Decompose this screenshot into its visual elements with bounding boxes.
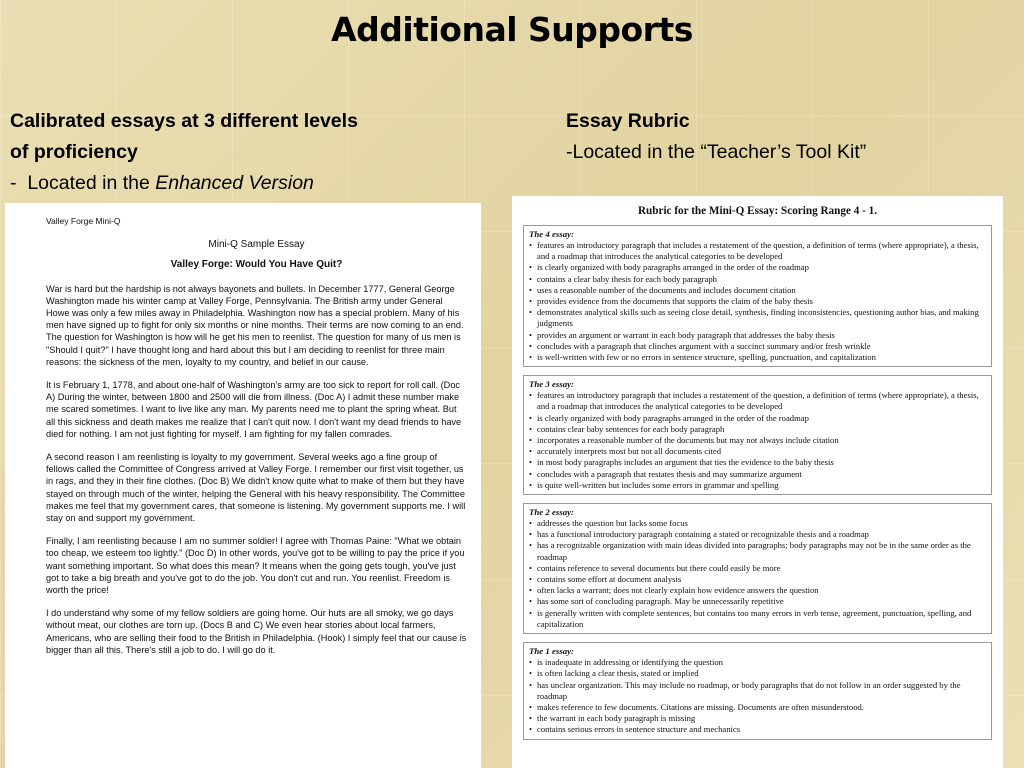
rubric-criterion: • has a functional introductory paragraph containing a stated or recognizable thesis and a roadmap	[529, 529, 986, 540]
rubric-criterion: • is well-written with few or no errors in sentence structure, spelling, punctuation, and capitalization	[529, 352, 986, 363]
rubric-criterion: • features an introductory paragraph that includes a restatement of the question, a definition of terms (where appropriate), a thesis, and a roadmap that introduces the analytical categories to be developed	[529, 390, 986, 412]
essay-paragraph: It is February 1, 1778, and about one-half of Washington's army are too sick to report for roll call. (Doc A) During the winter, between 1800 and 2500 will die from illness. (Doc A) I admit these number make me scared sometimes. I want to live like any man. My parents need me to plant the spring wheat. But all this sickness and death makes me realize that I can't quit now. I don't want my dead friends to have died for nothing. I am not just fighting for myself. I am fighting for my fallen comrades.	[46, 380, 462, 439]
rubric-criterion: • is clearly organized with body paragraphs arranged in the order of the roadmap	[529, 262, 986, 273]
rubric-criterion: • contains serious errors in sentence structure and mechanics	[529, 724, 986, 735]
rubric-criterion: • is quite well-written but includes some errors in grammar and spelling	[529, 480, 986, 491]
rubric-level-box	[523, 225, 992, 367]
right-heading	[566, 106, 1016, 168]
rubric-criterion: • is often lacking a clear thesis, stated or implied	[529, 668, 986, 679]
rubric-criterion: • provides an argument or warrant in each body paragraph that addresses the baby thesis	[529, 330, 986, 341]
rubric-criterion: • makes reference to few documents. Citations are missing. Documents are often misunderstood.	[529, 702, 986, 713]
rubric-criterion: • often lacks a warrant; does not clearly explain how evidence answers the question	[529, 585, 986, 596]
essay-paragraph: A second reason I am reenlisting is loyalty to my government. Several weeks ago a fine group of fellows called the Committee of Congress arrived at Valley Forge. I remember our first visit together, us in rags, and they in their fine clothes. (Doc B) We didn't know quite what to make of them but they have stayed on through much of the winter, helping the General with his heavy responsibility. The Committee makes me feel that my government cares, that someone is listening. My government supports me. I will stay on and support my government.	[46, 452, 466, 524]
left-heading-line3	[10, 168, 490, 199]
rubric-criteria-list	[529, 240, 986, 363]
rubric-criterion: • is inadequate in addressing or identifying the question	[529, 657, 986, 668]
rubric-criterion: • concludes with a paragraph that clinches argument with a succinct summary and/or fresh wrinkle	[529, 341, 986, 352]
rubric-title: Rubric for the Mini-Q Essay: Scoring Range 4 - 1.	[637, 205, 878, 217]
rubric-criterion: • concludes with a paragraph that restates thesis and may summarize argument	[529, 469, 986, 480]
rubric-criterion: • uses a reasonable number of the documents and includes document citation	[529, 285, 986, 296]
rubric-criterion: • incorporates a reasonable number of the documents but may not always include citation	[529, 435, 986, 446]
rubric-criterion: • contains reference to several documents but there could easily be more	[529, 563, 986, 574]
rubric-criterion: • has some sort of concluding paragraph. May be unnecessarily repetitive	[529, 596, 986, 607]
rubric-level-heading: The 4 essay:	[529, 229, 574, 239]
rubric-level-box	[523, 503, 992, 634]
right-heading-line2: -Located in the “Teacher’s Tool Kit”	[566, 141, 867, 163]
left-heading	[10, 106, 490, 199]
rubric-level-box	[523, 642, 992, 739]
enhanced-version-label: Enhanced Version	[155, 172, 314, 194]
right-heading-line1: Essay Rubric	[566, 110, 690, 132]
rubric-level-heading: The 1 essay:	[529, 646, 574, 657]
slide-title: Additional Supports	[331, 10, 693, 49]
rubric-levels	[523, 225, 992, 740]
left-heading-prefix: - Located in the	[10, 172, 156, 194]
essay-title: Valley Forge: Would You Have Quit?	[170, 259, 343, 271]
rubric-criterion: • is generally written with complete sentences, but contains too many errors in verb tense, agreement, punctuation, spelling, and capitalization	[529, 608, 986, 630]
rubric-level-heading: The 3 essay:	[529, 379, 574, 390]
essay-series-label: Valley Forge Mini-Q	[46, 216, 121, 226]
rubric-criterion: • the warrant in each body paragraph is missing	[529, 713, 986, 724]
rubric-criterion: • demonstrates analytical skills such as seeing close detail, synthesis, finding inconsistencies, questioning author bias, and making judgments	[529, 307, 986, 329]
rubric-criterion: • has a recognizable organization with main ideas divided into paragraphs; body paragraphs may not be in the same order as the roadmap	[529, 540, 986, 562]
rubric-criterion: • accurately interprets most but not all documents cited	[529, 446, 986, 457]
essay-subtitle: Mini-Q Sample Essay	[208, 239, 305, 251]
rubric-criterion: • contains a clear baby thesis for each body paragraph	[529, 274, 986, 285]
rubric-level-box	[523, 375, 992, 495]
rubric-criteria-list	[529, 390, 986, 491]
rubric-criteria-list	[529, 518, 986, 630]
rubric-criterion: • is clearly organized with body paragraphs arranged in the order of the roadmap	[529, 413, 986, 424]
rubric-image	[512, 196, 1003, 768]
rubric-criterion: • contains some effort at document analysis	[529, 574, 986, 585]
essay-paragraph: Finally, I am reenlisting because I am no summer soldier! I agree with Thomas Paine: "What we obtain too cheap, we esteem too lightly." (Doc D) In other words, you've got to be willing to pay the price if you want something important. So what does this mean? It means when the going gets tough, you've just got to take a big breath and you've got to do the job. You don't cut and run. You reenlist. Freedom is worth the price!	[46, 536, 465, 596]
essay-paragraph: War is hard but the hardship is not always bayonets and bullets. In December 1777, General George Washington made his winter camp at Valley Forge, Pennsylvania. The British army under General Howe was only a few miles away in Philadelphia. Washington now has a special problem. Many of his men have signed up to fight for only six months or nine months. Their terms are now coming to an end. The question for Washington is how will he get his men to reenlist. The question for many of us men is "Should I quit?" I have thought long and hard about this but I am deciding to reenlist for three main reasons: the sickness of the men, loyalty to my country, and belief in our cause.	[46, 283, 464, 367]
sample-essay-image	[5, 203, 481, 768]
essay-paragraph: I do understand why some of my fellow soldiers are going home. Our huts are all smoky, we go days without meat, our clothes are torn up. (Docs B and C) We even hear stories about local farmers, Americans, who are selling their food to the British in Philadelphia. (Hook) I simply feel that our cause is bigger than all this. There's still a job to do. I will go do it.	[46, 608, 467, 655]
rubric-criterion: • has unclear organization. This may include no roadmap, or body paragraphs that do not follow in an order suggested by the roadmap	[529, 680, 986, 702]
rubric-criterion: • features an introductory paragraph that includes a restatement of the question, a definition of terms (where appropriate), a thesis, and a roadmap that introduces the analytical categories to be developed	[529, 240, 986, 262]
rubric-criterion: • provides evidence from the documents that supports the claim of the baby thesis	[529, 296, 986, 307]
rubric-criterion: • addresses the question but lacks some focus	[529, 518, 986, 529]
rubric-criterion: • contains clear baby sentences for each body paragraph	[529, 424, 986, 435]
rubric-criterion: • in most body paragraphs includes an argument that ties the evidence to the baby thesis	[529, 457, 986, 468]
left-heading-line2: of proficiency	[10, 141, 138, 163]
rubric-level-heading: The 2 essay:	[529, 507, 574, 518]
left-heading-line1: Calibrated essays at 3 different levels	[10, 110, 358, 132]
rubric-criteria-list	[529, 657, 986, 735]
